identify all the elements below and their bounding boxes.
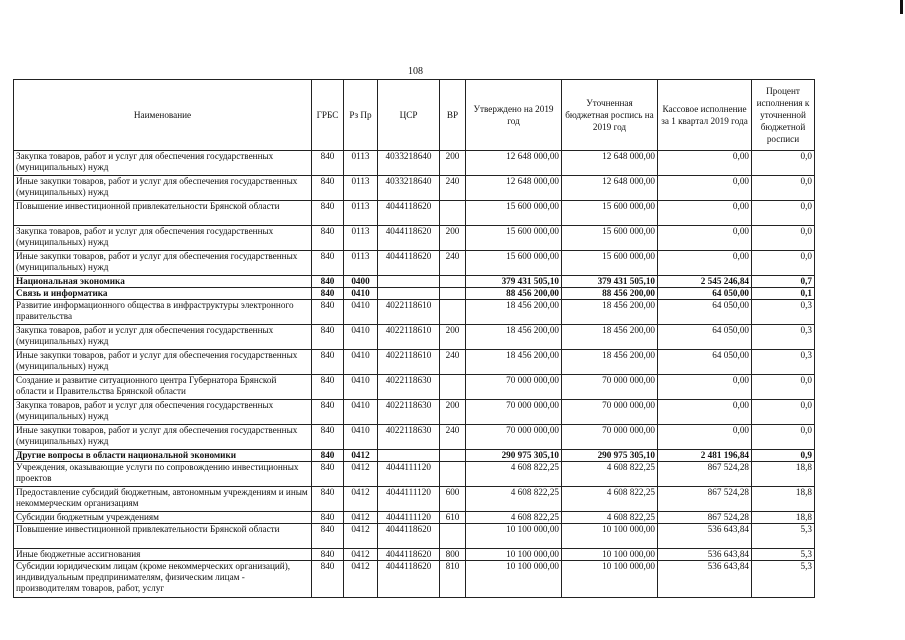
cell-rzpr: 0113 bbox=[344, 151, 378, 176]
cell-name: Закупка товаров, работ и услуг для обеспечения государственных (муниципальных) нужд bbox=[14, 151, 312, 176]
cell-percent: 0,7 bbox=[752, 276, 815, 288]
table-row bbox=[14, 487, 815, 512]
cell-csr: 4022118610 bbox=[378, 350, 440, 375]
cell-percent: 0,9 bbox=[752, 450, 815, 462]
cell-name: Связь и информатика bbox=[14, 288, 312, 300]
cell-approved: 15 600 000,00 bbox=[466, 251, 562, 276]
cell-vr bbox=[440, 201, 466, 226]
table-row bbox=[14, 151, 815, 176]
cell-percent: 5,3 bbox=[752, 549, 815, 561]
cell-grbs: 840 bbox=[312, 400, 344, 425]
cell-approved: 70 000 000,00 bbox=[466, 400, 562, 425]
cell-rzpr: 0410 bbox=[344, 288, 378, 300]
cell-name: Повышение инвестиционной привлекательности Брянской области bbox=[14, 524, 312, 549]
header-refined: Уточненная бюджетная роспись на 2019 год bbox=[562, 80, 658, 151]
scan-edge-mark bbox=[900, 0, 903, 14]
cell-approved: 18 456 200,00 bbox=[466, 350, 562, 375]
table-row bbox=[14, 462, 815, 487]
cell-name: Иные бюджетные ассигнования bbox=[14, 549, 312, 561]
table-row bbox=[14, 549, 815, 561]
cell-rzpr: 0412 bbox=[344, 450, 378, 462]
cell-grbs: 840 bbox=[312, 350, 344, 375]
header-name: Наименование bbox=[14, 80, 312, 151]
cell-vr: 800 bbox=[440, 549, 466, 561]
table-row bbox=[14, 325, 815, 350]
cell-approved: 15 600 000,00 bbox=[466, 201, 562, 226]
cell-refined: 12 648 000,00 bbox=[562, 176, 658, 201]
header-percent: Процент исполнения к уточненной бюджетной росписи bbox=[752, 80, 815, 151]
table-row bbox=[14, 350, 815, 375]
cell-rzpr: 0410 bbox=[344, 350, 378, 375]
cell-vr bbox=[440, 288, 466, 300]
cell-vr bbox=[440, 462, 466, 487]
budget-table bbox=[13, 79, 815, 598]
cell-approved: 10 100 000,00 bbox=[466, 549, 562, 561]
cell-rzpr: 0410 bbox=[344, 300, 378, 325]
cell-vr: 600 bbox=[440, 487, 466, 512]
cell-vr bbox=[440, 300, 466, 325]
cell-csr: 4044118620 bbox=[378, 549, 440, 561]
cell-csr: 4044118620 bbox=[378, 524, 440, 549]
cell-percent: 0,3 bbox=[752, 350, 815, 375]
table-row bbox=[14, 450, 815, 462]
cell-refined: 70 000 000,00 bbox=[562, 425, 658, 450]
cell-percent: 0,0 bbox=[752, 425, 815, 450]
cell-rzpr: 0412 bbox=[344, 561, 378, 598]
header-grbs: ГРБС bbox=[312, 80, 344, 151]
cell-csr: 4044118620 bbox=[378, 561, 440, 598]
cell-approved: 4 608 822,25 bbox=[466, 512, 562, 524]
cell-percent: 0,3 bbox=[752, 300, 815, 325]
table-row bbox=[14, 288, 815, 300]
cell-vr: 200 bbox=[440, 325, 466, 350]
cell-grbs: 840 bbox=[312, 176, 344, 201]
header-rzpr: Рз Пр bbox=[344, 80, 378, 151]
cell-name: Другие вопросы в области национальной экономики bbox=[14, 450, 312, 462]
cell-vr bbox=[440, 524, 466, 549]
cell-grbs: 840 bbox=[312, 375, 344, 400]
cell-name: Субсидии юридическим лицам (кроме некоммерческих организаций), индивидуальным предпринимателям, физическим лицам - производителям товаров, работ, услуг bbox=[14, 561, 312, 598]
cell-rzpr: 0412 bbox=[344, 524, 378, 549]
page-number: 108 bbox=[408, 66, 423, 77]
table-row bbox=[14, 400, 815, 425]
table-row bbox=[14, 300, 815, 325]
cell-rzpr: 0113 bbox=[344, 226, 378, 251]
cell-vr: 810 bbox=[440, 561, 466, 598]
cell-cash: 536 643,84 bbox=[658, 524, 752, 549]
cell-approved: 12 648 000,00 bbox=[466, 176, 562, 201]
cell-refined: 15 600 000,00 bbox=[562, 251, 658, 276]
cell-grbs: 840 bbox=[312, 151, 344, 176]
cell-grbs: 840 bbox=[312, 487, 344, 512]
cell-cash: 64 050,00 bbox=[658, 325, 752, 350]
cell-csr: 4044111120 bbox=[378, 512, 440, 524]
cell-grbs: 840 bbox=[312, 549, 344, 561]
cell-percent: 5,3 bbox=[752, 561, 815, 598]
cell-csr bbox=[378, 450, 440, 462]
table-row bbox=[14, 524, 815, 549]
cell-cash: 0,00 bbox=[658, 151, 752, 176]
cell-name: Иные закупки товаров, работ и услуг для обеспечения государственных (муниципальных) нужд bbox=[14, 425, 312, 450]
cell-rzpr: 0410 bbox=[344, 400, 378, 425]
cell-refined: 18 456 200,00 bbox=[562, 350, 658, 375]
cell-csr: 4044111120 bbox=[378, 462, 440, 487]
cell-percent: 5,3 bbox=[752, 524, 815, 549]
table-row bbox=[14, 201, 815, 226]
table-row bbox=[14, 425, 815, 450]
cell-refined: 15 600 000,00 bbox=[562, 226, 658, 251]
cell-refined: 18 456 200,00 bbox=[562, 325, 658, 350]
cell-name: Субсидии бюджетным учреждениям bbox=[14, 512, 312, 524]
cell-approved: 10 100 000,00 bbox=[466, 524, 562, 549]
cell-percent: 0,0 bbox=[752, 151, 815, 176]
cell-cash: 2 481 196,84 bbox=[658, 450, 752, 462]
cell-grbs: 840 bbox=[312, 251, 344, 276]
cell-grbs: 840 bbox=[312, 425, 344, 450]
cell-grbs: 840 bbox=[312, 524, 344, 549]
cell-vr: 240 bbox=[440, 176, 466, 201]
cell-csr: 4044118620 bbox=[378, 251, 440, 276]
table-row bbox=[14, 276, 815, 288]
cell-name: Закупка товаров, работ и услуг для обеспечения государственных (муниципальных) нужд bbox=[14, 226, 312, 251]
cell-approved: 290 975 305,10 bbox=[466, 450, 562, 462]
table-row bbox=[14, 561, 815, 598]
cell-cash: 0,00 bbox=[658, 201, 752, 226]
cell-cash: 64 050,00 bbox=[658, 300, 752, 325]
cell-approved: 70 000 000,00 bbox=[466, 375, 562, 400]
cell-rzpr: 0400 bbox=[344, 276, 378, 288]
cell-approved: 70 000 000,00 bbox=[466, 425, 562, 450]
cell-grbs: 840 bbox=[312, 462, 344, 487]
header-vr: ВР bbox=[440, 80, 466, 151]
cell-cash: 64 050,00 bbox=[658, 288, 752, 300]
cell-percent: 0,0 bbox=[752, 226, 815, 251]
header-cash: Кассовое исполнение за 1 квартал 2019 года bbox=[658, 80, 752, 151]
table-row bbox=[14, 176, 815, 201]
cell-csr bbox=[378, 276, 440, 288]
cell-vr: 200 bbox=[440, 226, 466, 251]
cell-csr: 4022118630 bbox=[378, 375, 440, 400]
cell-rzpr: 0113 bbox=[344, 251, 378, 276]
cell-refined: 4 608 822,25 bbox=[562, 512, 658, 524]
cell-percent: 0,0 bbox=[752, 375, 815, 400]
cell-cash: 0,00 bbox=[658, 251, 752, 276]
cell-cash: 2 545 246,84 bbox=[658, 276, 752, 288]
cell-name: Иные закупки товаров, работ и услуг для обеспечения государственных (муниципальных) нужд bbox=[14, 350, 312, 375]
cell-cash: 867 524,28 bbox=[658, 487, 752, 512]
cell-rzpr: 0412 bbox=[344, 512, 378, 524]
cell-cash: 0,00 bbox=[658, 400, 752, 425]
cell-vr: 200 bbox=[440, 400, 466, 425]
cell-csr: 4022118630 bbox=[378, 400, 440, 425]
cell-vr bbox=[440, 375, 466, 400]
cell-name: Иные закупки товаров, работ и услуг для обеспечения государственных (муниципальных) нужд bbox=[14, 176, 312, 201]
cell-cash: 0,00 bbox=[658, 425, 752, 450]
cell-vr: 240 bbox=[440, 350, 466, 375]
cell-rzpr: 0410 bbox=[344, 325, 378, 350]
cell-name: Иные закупки товаров, работ и услуг для обеспечения государственных (муниципальных) нужд bbox=[14, 251, 312, 276]
cell-csr: 4033218640 bbox=[378, 151, 440, 176]
header-csr: ЦСР bbox=[378, 80, 440, 151]
table-row bbox=[14, 512, 815, 524]
cell-rzpr: 0410 bbox=[344, 425, 378, 450]
cell-name: Закупка товаров, работ и услуг для обеспечения государственных (муниципальных) нужд bbox=[14, 400, 312, 425]
cell-vr: 240 bbox=[440, 425, 466, 450]
cell-refined: 379 431 505,10 bbox=[562, 276, 658, 288]
cell-percent: 0,0 bbox=[752, 201, 815, 226]
cell-cash: 0,00 bbox=[658, 226, 752, 251]
cell-name: Повышение инвестиционной привлекательности Брянской области bbox=[14, 201, 312, 226]
cell-approved: 12 648 000,00 bbox=[466, 151, 562, 176]
cell-grbs: 840 bbox=[312, 201, 344, 226]
cell-percent: 0,3 bbox=[752, 325, 815, 350]
cell-vr: 240 bbox=[440, 251, 466, 276]
cell-rzpr: 0412 bbox=[344, 462, 378, 487]
table-row bbox=[14, 251, 815, 276]
cell-grbs: 840 bbox=[312, 561, 344, 598]
cell-grbs: 840 bbox=[312, 276, 344, 288]
cell-percent: 18,8 bbox=[752, 512, 815, 524]
cell-csr: 4022118610 bbox=[378, 325, 440, 350]
table-row bbox=[14, 226, 815, 251]
cell-grbs: 840 bbox=[312, 300, 344, 325]
cell-refined: 70 000 000,00 bbox=[562, 400, 658, 425]
table-body bbox=[14, 151, 815, 598]
cell-name: Развитие информационного общества в инфраструктуры электронного правительства bbox=[14, 300, 312, 325]
cell-grbs: 840 bbox=[312, 226, 344, 251]
cell-approved: 18 456 200,00 bbox=[466, 300, 562, 325]
cell-csr bbox=[378, 288, 440, 300]
cell-refined: 70 000 000,00 bbox=[562, 375, 658, 400]
cell-name: Закупка товаров, работ и услуг для обеспечения государственных (муниципальных) нужд bbox=[14, 325, 312, 350]
cell-cash: 0,00 bbox=[658, 375, 752, 400]
cell-rzpr: 0113 bbox=[344, 201, 378, 226]
cell-refined: 12 648 000,00 bbox=[562, 151, 658, 176]
cell-percent: 18,8 bbox=[752, 487, 815, 512]
cell-cash: 536 643,84 bbox=[658, 549, 752, 561]
cell-percent: 0,1 bbox=[752, 288, 815, 300]
cell-cash: 64 050,00 bbox=[658, 350, 752, 375]
cell-csr: 4044118620 bbox=[378, 201, 440, 226]
cell-refined: 4 608 822,25 bbox=[562, 462, 658, 487]
table-row bbox=[14, 375, 815, 400]
cell-csr: 4044118620 bbox=[378, 226, 440, 251]
cell-refined: 10 100 000,00 bbox=[562, 561, 658, 598]
cell-name: Учреждения, оказывающие услуги по сопровождению инвестиционных проектов bbox=[14, 462, 312, 487]
cell-vr bbox=[440, 276, 466, 288]
cell-rzpr: 0412 bbox=[344, 549, 378, 561]
cell-grbs: 840 bbox=[312, 450, 344, 462]
cell-cash: 0,00 bbox=[658, 176, 752, 201]
cell-refined: 15 600 000,00 bbox=[562, 201, 658, 226]
cell-cash: 867 524,28 bbox=[658, 512, 752, 524]
cell-rzpr: 0410 bbox=[344, 375, 378, 400]
cell-csr: 4022118630 bbox=[378, 425, 440, 450]
cell-name: Национальная экономика bbox=[14, 276, 312, 288]
cell-percent: 0,0 bbox=[752, 251, 815, 276]
cell-vr: 200 bbox=[440, 151, 466, 176]
cell-vr bbox=[440, 450, 466, 462]
cell-approved: 4 608 822,25 bbox=[466, 462, 562, 487]
cell-cash: 867 524,28 bbox=[658, 462, 752, 487]
cell-refined: 10 100 000,00 bbox=[562, 549, 658, 561]
cell-cash: 536 643,84 bbox=[658, 561, 752, 598]
cell-approved: 18 456 200,00 bbox=[466, 325, 562, 350]
cell-rzpr: 0412 bbox=[344, 487, 378, 512]
cell-approved: 10 100 000,00 bbox=[466, 561, 562, 598]
cell-percent: 18,8 bbox=[752, 462, 815, 487]
cell-percent: 0,0 bbox=[752, 176, 815, 201]
cell-grbs: 840 bbox=[312, 288, 344, 300]
cell-csr: 4033218640 bbox=[378, 176, 440, 201]
table-header-row bbox=[14, 80, 815, 151]
header-approved: Утверждено на 2019 год bbox=[466, 80, 562, 151]
cell-rzpr: 0113 bbox=[344, 176, 378, 201]
cell-refined: 18 456 200,00 bbox=[562, 300, 658, 325]
cell-name: Предоставление субсидий бюджетным, автономным учреждениям и иным некоммерческим организациям bbox=[14, 487, 312, 512]
cell-refined: 88 456 200,00 bbox=[562, 288, 658, 300]
cell-approved: 379 431 505,10 bbox=[466, 276, 562, 288]
cell-approved: 88 456 200,00 bbox=[466, 288, 562, 300]
cell-name: Создание и развитие ситуационного центра Губернатора Брянской области и Правительства Брянской области bbox=[14, 375, 312, 400]
cell-refined: 10 100 000,00 bbox=[562, 524, 658, 549]
cell-refined: 4 608 822,25 bbox=[562, 487, 658, 512]
cell-vr: 610 bbox=[440, 512, 466, 524]
cell-csr: 4044111120 bbox=[378, 487, 440, 512]
cell-approved: 15 600 000,00 bbox=[466, 226, 562, 251]
cell-refined: 290 975 305,10 bbox=[562, 450, 658, 462]
cell-grbs: 840 bbox=[312, 512, 344, 524]
cell-grbs: 840 bbox=[312, 325, 344, 350]
cell-percent: 0,0 bbox=[752, 400, 815, 425]
cell-approved: 4 608 822,25 bbox=[466, 487, 562, 512]
cell-csr: 4022118610 bbox=[378, 300, 440, 325]
